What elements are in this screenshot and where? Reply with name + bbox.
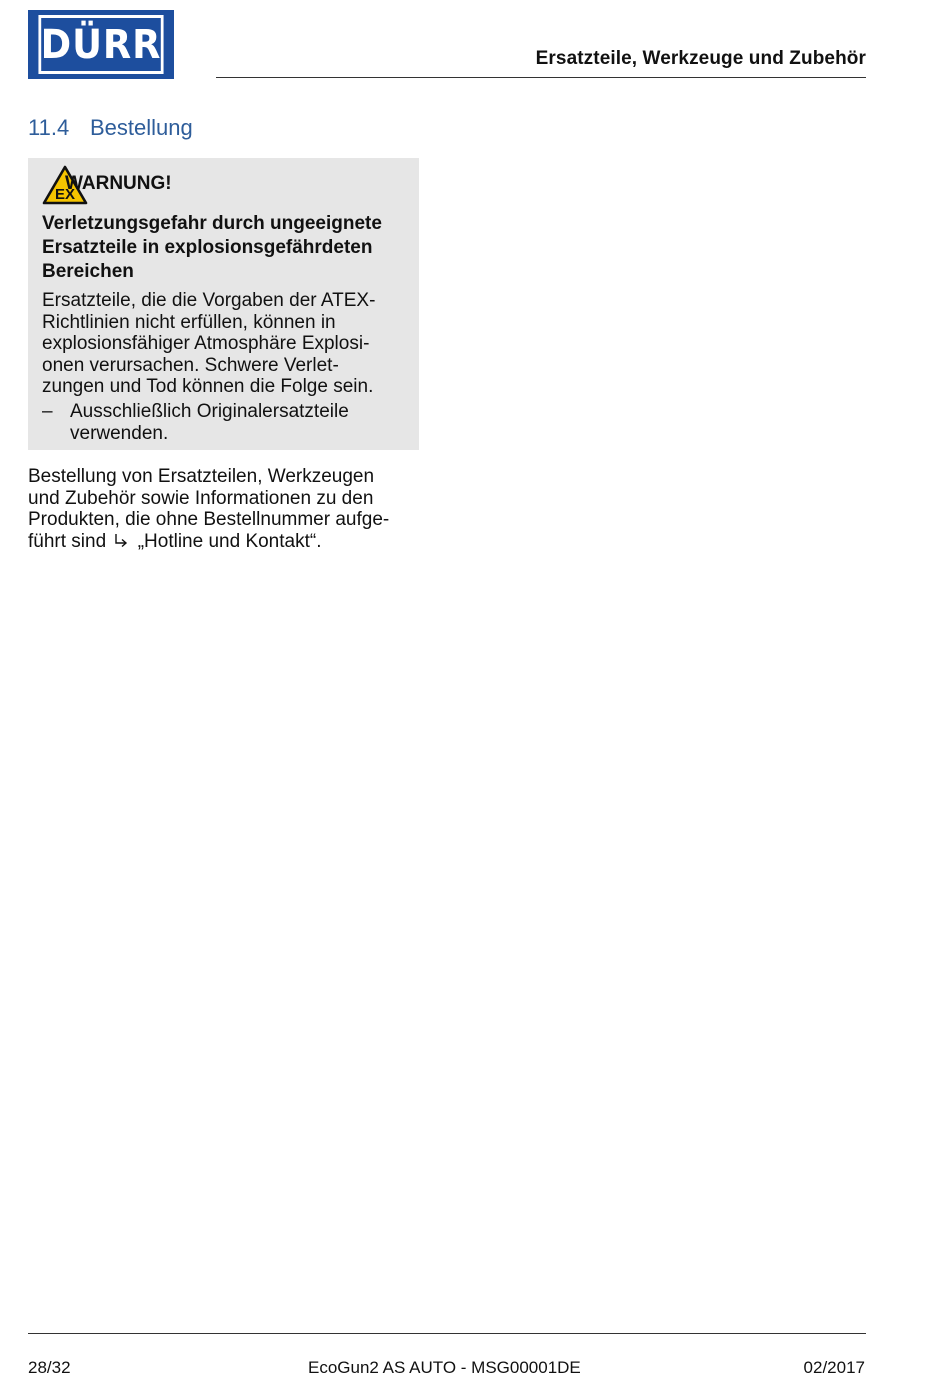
- warning-text-line: onen verursachen. Schwere Verlet-: [42, 354, 339, 376]
- body-paragraph: [28, 466, 418, 552]
- warning-text-line: Ersatzteile, die die Vorgaben der ATEX-: [42, 290, 376, 311]
- body-line: Produkten, die ohne Bestellnummer aufge-: [28, 509, 390, 531]
- cross-reference-arrow-icon[interactable]: [113, 533, 129, 549]
- bullet-text: [70, 401, 400, 444]
- warning-title-line: Verletzungsgefahr durch ungeeignete: [42, 213, 382, 234]
- body-line: Bestellung von Ersatzteilen, Werkzeugen: [28, 466, 375, 487]
- duerr-logo: [28, 10, 174, 79]
- section-title: Bestellung: [90, 115, 193, 140]
- footer-divider: [28, 1333, 866, 1334]
- warning-text-line: explosionsfähiger Atmosphäre Explosi-: [42, 333, 370, 355]
- bullet-dash: –: [42, 401, 53, 422]
- warning-text-line: zungen und Tod können die Folge sein.: [42, 376, 374, 398]
- body-line: und Zubehör sowie Informationen zu den: [28, 487, 374, 509]
- warning-title-line: Ersatzteile in explosionsgefährdeten: [42, 237, 373, 258]
- cross-reference-link[interactable]: „Hotline und Kontakt“.: [137, 530, 322, 552]
- warning-text-line: Richtlinien nicht erfüllen, können in: [42, 311, 336, 333]
- bullet-text-line: Ausschließlich Originalersatzteile: [70, 401, 349, 422]
- warning-text: [42, 290, 412, 398]
- body-line-last: [28, 531, 418, 553]
- footer-document-id: EcoGun2 AS AUTO - MSG00001DE: [308, 1358, 581, 1377]
- header-divider: [216, 77, 866, 78]
- warning-title-line: Bereichen: [42, 261, 134, 282]
- warning-label: WARNUNG!: [65, 173, 172, 194]
- body-last-line-prefix: führt sind: [28, 530, 107, 552]
- section-heading: [28, 115, 193, 141]
- logo-text: DÜRR: [38, 15, 163, 74]
- warning-title: [42, 212, 412, 284]
- section-number: 11.4: [28, 115, 70, 140]
- ex-icon-text: EX: [54, 186, 76, 203]
- header-title: Ersatzteile, Werkzeuge und Zubehör: [535, 48, 866, 69]
- footer-date: 02/2017: [803, 1358, 865, 1377]
- footer-page-number: 28/32: [28, 1358, 71, 1377]
- bullet-text-line: verwenden.: [70, 422, 169, 444]
